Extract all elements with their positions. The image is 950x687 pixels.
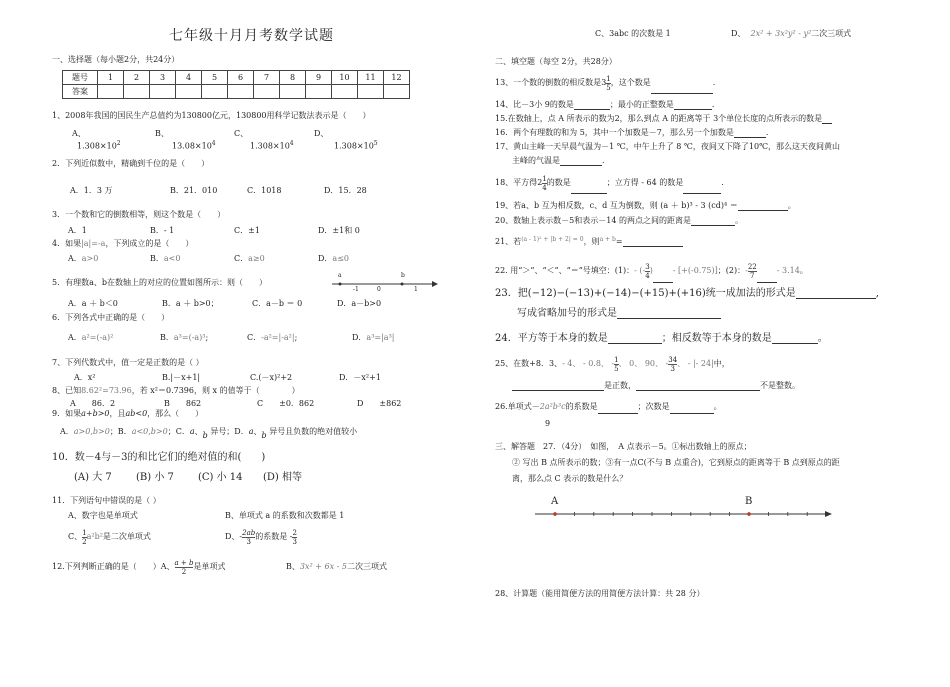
q13-blank[interactable] — [651, 84, 713, 94]
q1-opt-c: $1.308\times 10^4$ — [250, 140, 294, 151]
q5-label-minus1: -1 — [353, 286, 359, 293]
q3-opt-b: B．- 1 — [150, 226, 175, 235]
q27-point-a — [553, 512, 557, 516]
q6-opt-c: C．-a²=|-a²|; — [247, 333, 298, 342]
q6-stem: 6．下列各式中正确的是（ ） — [52, 313, 170, 322]
table-num: 8 — [280, 71, 306, 85]
q5-opt-c: C．a－b ＝ 0 — [252, 299, 303, 308]
q5-point-b — [401, 283, 404, 286]
table-head-cell: 题号 — [63, 71, 98, 85]
q4-opt-c: C．a≥0 — [234, 254, 265, 263]
answer-cell-6[interactable] — [228, 85, 254, 99]
q20: 20、数轴上表示数－5和表示－14 的两点之间的距离是 。 — [495, 216, 743, 225]
q21-blank[interactable] — [623, 237, 683, 247]
q27-label-b: B — [745, 496, 753, 507]
q1-opt-d-label: D、 — [314, 129, 329, 138]
answer-table — [62, 70, 410, 99]
q5-label-zero: 0 — [377, 286, 381, 293]
q13: 13、一个数的倒数的相反数是3 $\frac{1}{5}$ ，这个数是 . — [495, 72, 715, 94]
q6-opt-a: A．a²=(-a)² — [68, 333, 114, 342]
q5-opt-a: A．a ＋ b＜0 — [68, 299, 118, 308]
q3-opt-d: D．±1和 0 — [318, 226, 360, 235]
q1-opt-c-label: C、 — [234, 129, 249, 138]
q5-opt-b: B．a ＋ b>0； — [162, 299, 219, 308]
q7-opt-d: D．－x²+1 — [339, 373, 381, 382]
q27-line3: 离，那么点 C 表示的数是什么？ — [512, 474, 628, 483]
q14-blank-2[interactable] — [674, 100, 712, 110]
table-num: 2 — [124, 71, 150, 85]
answer-table-answer-row — [63, 85, 410, 99]
table-num: 4 — [176, 71, 202, 85]
q4-opt-a: A．a>0 — [68, 254, 99, 263]
q25-line1: 25、在数+8．3、- 4、 - 0.8、 - $\frac{1}{5}$ 、 0、 90、 - $\frac{34}{3}$ 、 - |- 24|中， — [495, 355, 730, 373]
table-num: 5 — [202, 71, 228, 85]
table-num: 3 — [150, 71, 176, 85]
q11-opt-d: D、- $\frac{2ab}{3}$ 的系数是 - $\frac{2}{3}$ — [225, 528, 297, 546]
q6-opt-d: D．a³=|a³| — [352, 333, 395, 342]
table-answer-label: 答案 — [63, 85, 98, 99]
section-2-header: 二、填空题（每空 2分，共28分） — [495, 57, 617, 66]
q1-opt-b-label: B、 — [155, 129, 169, 138]
q2-opt-d: D．15．28 — [324, 186, 367, 195]
q18-blank-1[interactable] — [571, 184, 607, 194]
q6-opt-b: B．a³=(-a)³; — [160, 333, 209, 342]
q18-blank-2[interactable] — [683, 184, 721, 194]
q10-stem: 10．数－4与－3的和比它们的绝对值的和( ) — [52, 452, 266, 463]
q14: 14、比－3小 9的数是 ；最小的正整数是 . — [495, 100, 715, 109]
q3-opt-a: A．1 — [68, 226, 87, 235]
q10-opt-a: (A) 大 7 — [74, 472, 112, 483]
q2-opt-c: C．1018 — [247, 186, 282, 195]
answer-cell-5[interactable] — [202, 85, 228, 99]
q24-blank-2[interactable] — [772, 332, 818, 344]
q5-point-a — [339, 283, 342, 286]
q8-opt-d: D ±862 — [357, 399, 402, 408]
q19-blank[interactable] — [738, 201, 788, 211]
q1-opt-b: $13.08\times 10^4$ — [172, 140, 216, 151]
answer-cell-12[interactable] — [384, 85, 410, 99]
table-num: 11 — [358, 71, 384, 85]
q17-line2: 主峰的气温是 . — [512, 156, 605, 165]
q5-opt-d: D．a－b>0 — [337, 299, 382, 308]
q1-stem: 1、2008年我国的国民生产总值约为130800亿元，130800用科学记数法表示是（ ） — [52, 111, 371, 120]
q7-stem: 7、下列代数式中，值一定是正数的是（ ） — [52, 358, 204, 367]
q11-opt-c: C、 $\frac{1}{2}$ a²b²是二次单项式 — [68, 528, 151, 546]
section-1-header: 一、选择题（每小题2分，共24分） — [52, 55, 180, 64]
answer-cell-4[interactable] — [176, 85, 202, 99]
q10-opt-b: (B) 小 7 — [136, 472, 174, 483]
q7-opt-a: A．x² — [74, 373, 96, 382]
answer-cell-1[interactable] — [98, 85, 124, 99]
q24-blank-1[interactable] — [608, 332, 662, 344]
q22-blank-2[interactable] — [757, 273, 777, 283]
q11-opt-b: B、单项式 a 的系数和次数都是 1 — [225, 511, 345, 520]
q15-blank[interactable] — [822, 114, 832, 124]
q12-opt-c: C、3abc 的次数是 1 — [595, 29, 671, 38]
table-num: 7 — [254, 71, 280, 85]
q8-opt-c: C ±0．862 — [257, 399, 315, 408]
q2-stem: 2．下列近似数中，精确到千位的是（ ） — [52, 159, 210, 168]
q22-blank-1[interactable] — [653, 273, 673, 283]
q3-opt-c: C．±1 — [234, 226, 260, 235]
q27-number-line — [535, 504, 835, 524]
table-num: 9 — [306, 71, 332, 85]
q5-label-one: 1 — [414, 286, 418, 293]
q17-line1: 17、黄山主峰一天早晨气温为－1 ℃，中午上升了 8 ℃，夜间又下降了10℃，那么这天夜间黄山 — [495, 142, 841, 151]
q26-denominator: 9 — [545, 419, 551, 428]
q19: 19、若a、b 互为相反数，c、d 互为倒数，则 (a ＋ b)³ - 3 (cd)⁴ ＝ 。 — [495, 201, 796, 210]
answer-cell-9[interactable] — [306, 85, 332, 99]
q1-opt-d: $1.308\times 10^5$ — [334, 140, 378, 151]
q26-blank-2[interactable] — [670, 404, 714, 414]
q5-label-a: a — [338, 272, 342, 279]
q26-blank-1[interactable] — [598, 404, 638, 414]
answer-cell-8[interactable] — [280, 85, 306, 99]
q5-label-b: b — [401, 272, 405, 279]
q3-stem: 3．一个数和它的倒数相等，则这个数是（ ） — [52, 210, 226, 219]
q27-line1: 三、解答题 27．（4分） 如图， A 点表示－5。①标出数轴上的原点； — [495, 442, 752, 451]
q2-opt-a: A．1．3 万 — [70, 186, 113, 195]
table-num: 6 — [228, 71, 254, 85]
q24: 24．平方等于本身的数是 ；相反数等于本身的数是 。 — [495, 333, 828, 344]
q8-stem: 8、已知8.62²=73.96，若 x²＝0.7396，则 x 的值等于（ ） — [52, 386, 300, 395]
q23-blank-2[interactable] — [617, 307, 721, 319]
q2-opt-b: B．21．010 — [170, 186, 218, 195]
q9-options: A．a>0,b>0；B．a<0,b>0；C．a、b 异号；D．a、b 异号且负数的绝对值较小 — [60, 427, 358, 440]
q10-opt-d: (D) 相等 — [263, 472, 302, 483]
q9-stem: 9．如果a+b>0，且ab<0，那么（ ） — [52, 409, 204, 418]
q12-opt-b: B、3x² + 6x - 5二次三项式 — [286, 562, 387, 571]
q8-opt-a: A 86．2 — [70, 399, 116, 408]
q1-opt-a-label: A、 — [72, 129, 86, 138]
table-num: 1 — [98, 71, 124, 85]
q4-stem: 4．如果|a|=-a，下列成立的是（ ） — [52, 239, 194, 248]
answer-cell-2[interactable] — [124, 85, 150, 99]
q1-opt-a: $1.308\times 10^2$ — [77, 140, 121, 151]
answer-cell-10[interactable] — [332, 85, 358, 99]
q25-blank-2[interactable] — [636, 381, 760, 391]
answer-cell-11[interactable] — [358, 85, 384, 99]
q10-opt-c: (C) 小 14 — [198, 472, 243, 483]
q25-line2: 是正数， 不是整数。 — [512, 380, 800, 391]
q28: 28、计算题（能用简便方法的用简便方法计算：共 28 分） — [495, 589, 705, 598]
q21: 21、若$^{(a - 1)^2 + |b + 2| = 0}$，则$^{a + b}$= — [495, 234, 683, 247]
q7-opt-b: B.|－x+1| — [162, 373, 201, 382]
q25-blank-1[interactable] — [512, 381, 604, 391]
q4-opt-d: D．a≤0 — [318, 254, 349, 263]
page-title: 七年级十月月考数学试题 — [169, 28, 334, 44]
q23-line2: 写成省略加号的形式是 — [517, 307, 721, 319]
q15: 15.在数轴上，点 A 所表示的数为2，那么到点 A 的距离等于 3个单位长度的点所表示的数是 — [495, 113, 832, 124]
q4-opt-b: B．a<0 — [150, 254, 181, 263]
answer-table-head-row — [63, 71, 410, 85]
q23-blank-1[interactable] — [796, 287, 876, 299]
q5-number-line — [332, 272, 442, 292]
table-num: 10 — [332, 71, 358, 85]
q23-line1: 23．把(−12)−(−13)+(−14)−(+15)+(+16)统一成加法的形式是 , — [495, 288, 879, 299]
q16-blank[interactable] — [734, 128, 766, 138]
table-num: 12 — [384, 71, 410, 85]
answer-cell-3[interactable] — [150, 85, 176, 99]
q17-blank[interactable] — [560, 156, 602, 166]
q7-opt-c: C.(－x)²+2 — [250, 373, 293, 382]
q20-blank[interactable] — [691, 216, 735, 226]
q11-opt-a: A、数字也是单项式 — [68, 511, 138, 520]
q12-stem: 12.下列判断正确的是（ ）A、 $\frac{a + b}{2}$ 是单项式 — [52, 558, 226, 576]
q27-point-b — [747, 512, 751, 516]
q12-opt-d: D、 2x² + 3x²y² - y²二次三项式 — [731, 29, 852, 38]
q22: 22. 用“＞”、“＜”、“＝”号填空：(1)：- (- $\frac{3}{4}$ ) - [+(-0.75)]；(2)：- $\frac{22}{7}$ - 3.14。 — [495, 259, 808, 283]
q27-label-a: A — [551, 496, 559, 507]
q11-stem: 11．下列语句中错误的是（ ） — [52, 496, 161, 505]
q8-opt-b: B 862 — [164, 399, 202, 408]
q27-line2: ② 写出 B 点所表示的数；③有一点C(不与 B 点重合)，它到原点的距离等于 B 点到原点的距 — [512, 458, 840, 467]
q14-blank-1[interactable] — [574, 100, 610, 110]
answer-cell-7[interactable] — [254, 85, 280, 99]
q18: 18、平方得2 $\frac{1}{4}$ 的数是 ；立方得 - 64 的数是 . — [495, 172, 724, 194]
q26: 26.单项式－2a²b³c的系数是 ；次数是 。 — [495, 400, 722, 428]
q16: 16．两个有理数的和为 5，其中一个加数是－7，那么另一个加数是 . — [495, 128, 769, 137]
q5-stem: 5．有理数a、b在数轴上的对应的位置如图所示：则（ ） — [52, 278, 267, 287]
